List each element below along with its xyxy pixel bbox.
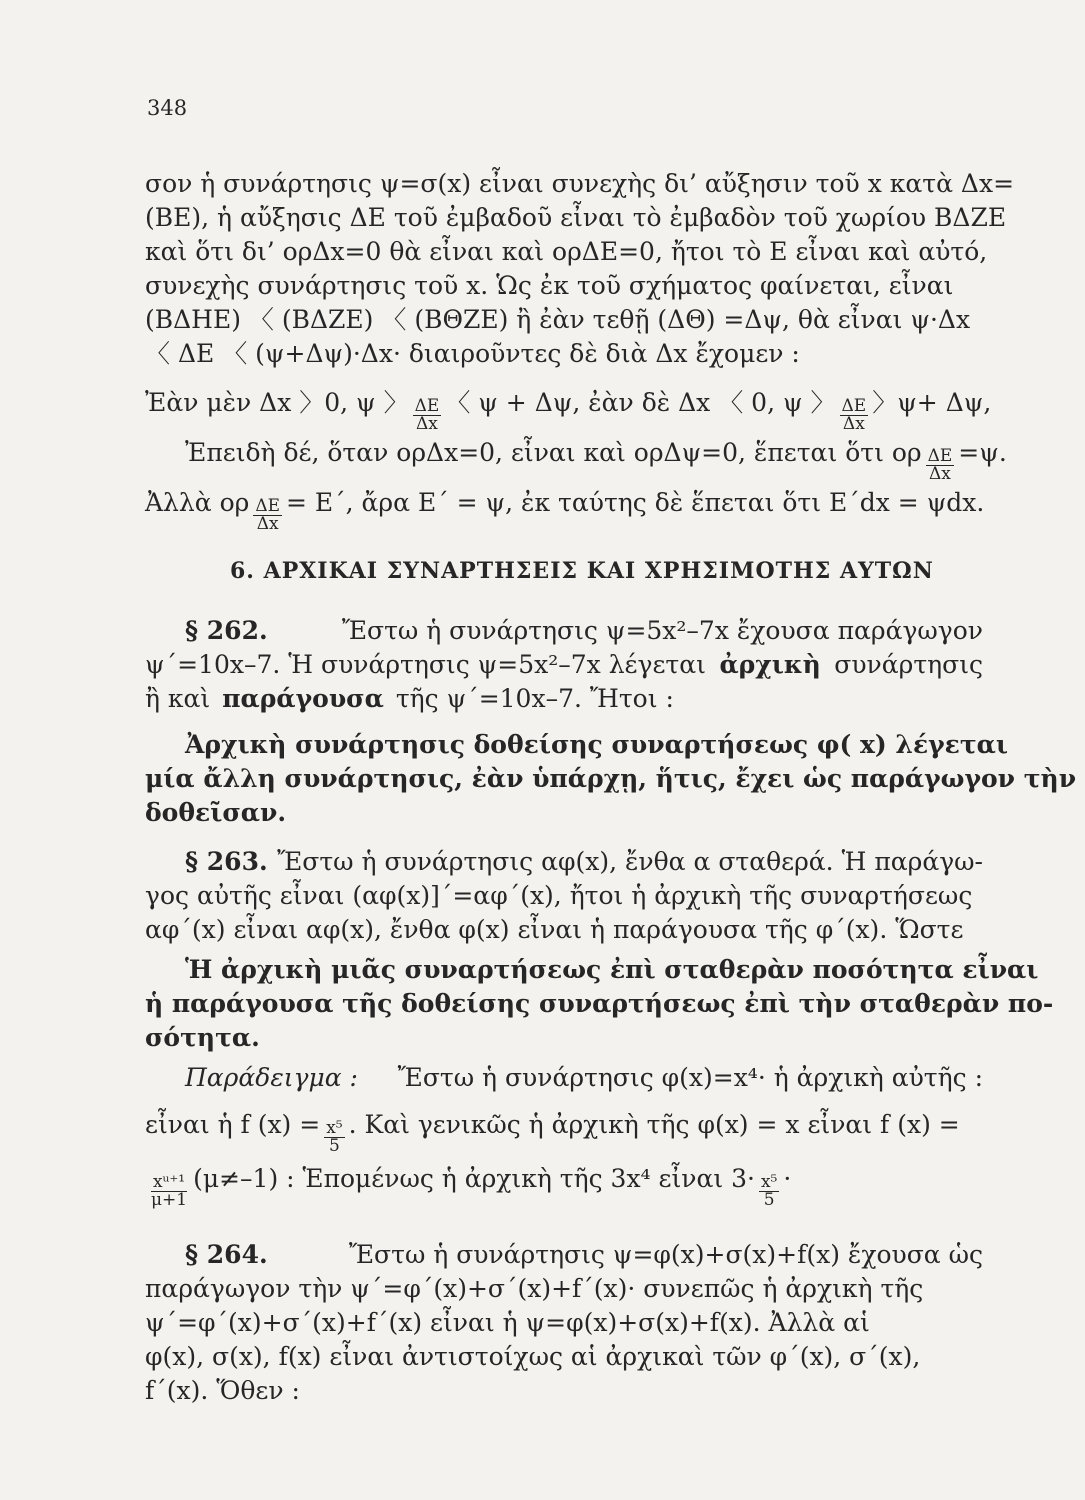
text-line: ψ΄=10x–7. Ἡ συνάρτησις ψ=5x²–7x λέγεται ἀρχικὴ συνάρτησις	[145, 648, 983, 682]
text-line: ψ΄=φ΄(x)+σ΄(x)+f΄(x) εἶναι ἡ ψ=φ(x)+σ(x)+f(x). Ἀλλὰ αἱ	[145, 1308, 870, 1337]
fraction: $\frac{\Delta E}{\Delta x}$	[255, 496, 281, 534]
definition-line: μία ἄλλη συνάρτησις, ἐὰν ὑπάρχῃ, ἥτις, ἔχει ὡς παράγωγον τὴν	[145, 764, 1077, 793]
fraction: $\frac{\Delta E}{\Delta x}$	[841, 396, 867, 434]
text-line: (ΒΕ), ἡ αὔξησις ΔΕ τοῦ ἐμβαδοῦ εἶναι τὸ ἐμβαδὸν τοῦ χωρίου ΒΔΖΕ	[145, 203, 1007, 232]
limit-line: Ἀλλὰ ορ $\frac{\Delta E}{\Delta x}$ = Ε΄, ἄρα Ε΄ = ψ, ἐκ ταύτης δὲ ἕπεται ὅτι Ε΄dx = ψdx.	[145, 488, 985, 534]
example-label: Παράδειγμα :	[185, 1063, 358, 1092]
section-heading: 6. ΑΡΧΙΚΑΙ ΣΥΝΑΡΤΗΣΕΙΣ ΚΑΙ ΧΡΗΣΙΜΟΤΗΣ ΑΥΤΩΝ	[230, 558, 934, 584]
text-line: καὶ ὅτι δι’ ορΔx=0 θὰ εἶναι καὶ ορΔΕ=0, ἤτοι τὸ Ε εἶναι καὶ αὐτό,	[145, 237, 988, 266]
text-line: σον ἡ συνάρτησις ψ=σ(x) εἶναι συνεχὴς δι’ αὔξησιν τοῦ x κατὰ Δx=	[145, 169, 1015, 198]
definition-line: ἡ παράγουσα τῆς δοθείσης συναρτήσεως ἐπὶ τὴν σταθερὰν πο-	[145, 989, 1054, 1018]
fraction: $\frac{\text{x⁵}}{5}$	[326, 1118, 343, 1156]
fraction: $\frac{\Delta E}{\Delta x}$	[414, 396, 440, 434]
bold-term: παράγουσα	[222, 684, 384, 713]
page-number: 348	[147, 96, 188, 120]
text-line: αφ΄(x) εἶναι αφ(x), ἔνθα φ(x) εἶναι ἡ παράγουσα τῆς φ΄(x). Ὥστε	[145, 915, 964, 944]
text-line: f΄(x). Ὅθεν :	[145, 1376, 300, 1405]
section-number: § 262.	[185, 616, 268, 645]
limit-line: Ἐπειδὴ δέ, ὅταν ορΔx=0, εἶναι καὶ ορΔψ=0, ἕπεται ὅτι ορ $\frac{\Delta E}{\Delta x}$ =ψ.	[185, 438, 1007, 484]
text-line: (ΒΔΗΕ) 〈 (ΒΔΖΕ) 〈 (ΒΘΖΕ) ἢ ἐὰν τεθῇ (ΔΘ) =Δψ, θὰ εἶναι ψ·Δx	[145, 305, 971, 334]
section-number: § 263.	[185, 847, 268, 876]
example-line: Παράδειγμα : Ἔστω ἡ συνάρτησις φ(x)=x⁴· ἡ ἀρχικὴ αὐτῆς :	[145, 1061, 983, 1095]
text-line: γος αὐτῆς εἶναι (αφ(x)]΄=αφ΄(x), ἤτοι ἡ ἀρχικὴ τῆς συναρτήσεως	[145, 881, 973, 910]
inequality-line: Ἐὰν μὲν Δx 〉0, ψ 〉 $\frac{\Delta E}{\Delta x}$ 〈 ψ + Δψ, ἐὰν δὲ Δx 〈 0, ψ 〉 $\frac{\Delta E}{\Delta x}$ 〉ψ+ Δψ,	[145, 388, 992, 434]
text-line: 〈 ΔΕ 〈 (ψ+Δψ)·Δx· διαιροῦντες δὲ διὰ Δx ἔχομεν :	[145, 339, 800, 368]
definition-line: σότητα.	[145, 1023, 260, 1052]
paragraph-start: § 263. Ἔστω ἡ συνάρτησις αφ(x), ἔνθα α σταθερά. Ἡ παράγω-	[145, 845, 983, 879]
definition-line: δοθεῖσαν.	[145, 798, 287, 827]
definition-line: Ἀρχικὴ συνάρτησις δοθείσης συναρτήσεως φ( x) λέγεται	[185, 730, 1008, 759]
definition-line: Ἡ ἀρχικὴ μιᾶς συναρτήσεως ἐπὶ σταθερὰν ποσότητα εἶναι	[185, 955, 1039, 984]
fraction: $\frac{\Delta E}{\Delta x}$	[927, 446, 953, 484]
text-line: συνεχὴς συνάρτησις τοῦ x. Ὡς ἐκ τοῦ σχήματος φαίνεται, εἶναι	[145, 271, 954, 300]
example-line: $\frac{\text{xᵘ⁺¹}}{\mu+1}$ (μ≠–1) : Ἑπομένως ἡ ἀρχικὴ τῆς 3x⁴ εἶναι 3· $\frac{\text{x⁵}}{5}$ ·	[151, 1164, 792, 1210]
section-number: § 264.	[185, 1240, 268, 1269]
text-line: παράγωγον τὴν ψ΄=φ΄(x)+σ΄(x)+f΄(x)· συνεπῶς ἡ ἀρχικὴ τῆς	[145, 1274, 924, 1303]
example-line: εἶναι ἡ f (x) = $\frac{\text{x⁵}}{5}$ . Καὶ γενικῶς ἡ ἀρχικὴ τῆς φ(x) = x εἶναι f (x) =	[145, 1110, 960, 1156]
text-line: φ(x), σ(x), f(x) εἶναι ἀντιστοίχως αἱ ἀρχικαὶ τῶν φ΄(x), σ΄(x),	[145, 1342, 921, 1371]
fraction: $\frac{\text{xᵘ⁺¹}}{\mu+1}$	[151, 1172, 188, 1210]
text-line: ἢ καὶ παράγουσα τῆς ψ΄=10x–7. Ἤτοι :	[145, 682, 983, 716]
bold-term: ἀρχικὴ	[719, 650, 821, 679]
fraction: $\frac{\text{x⁵}}{5}$	[760, 1172, 778, 1210]
paragraph-start: § 262. Ἔστω ἡ συνάρτησις ψ=5x²–7x ἔχουσα παράγωγον	[145, 614, 983, 648]
paragraph-start: § 264. Ἔστω ἡ συνάρτησις ψ=φ(x)+σ(x)+f(x) ἔχουσα ὡς	[145, 1238, 983, 1272]
